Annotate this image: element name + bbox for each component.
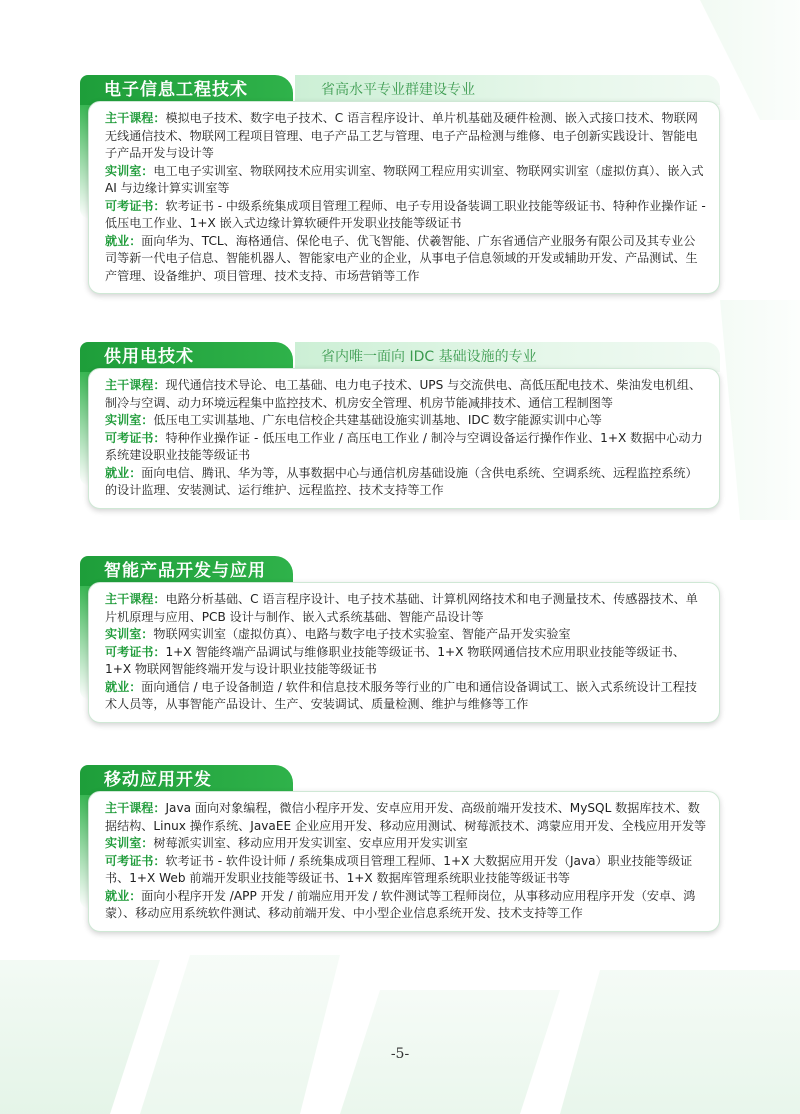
section-title: 智能产品开发与应用	[80, 556, 293, 586]
row-text: 特种作业操作证 - 低压电工作业 / 高压电工作业 / 制冷与空调设备运行操作作业、1+X 数据中心动力系统建设职业技能等级证书	[105, 430, 703, 462]
row-labs	[105, 412, 707, 430]
row-text: 电工电子实训室、物联网技术应用实训室、物联网工程应用实训室、物联网实训室（虚拟仿真）、嵌入式 AI 与边缘计算实训室等	[105, 163, 704, 195]
section-card	[88, 101, 720, 294]
row-courses	[105, 591, 707, 626]
row-label: 实训室：	[105, 627, 154, 641]
section-smart-product	[80, 556, 720, 736]
section-title: 移动应用开发	[80, 765, 293, 795]
row-text: 面向华为、TCL、海格通信、保伦电子、优飞智能、伏羲智能、广东省通信产业服务有限公司及其专业公司等新一代电子信息、智能机器人、智能家电产业的企业，从事电子信息领域的开发或辅助开发、产品测试、生产管理、设备维护、项目管理、技术支持、市场营销等工作	[105, 233, 698, 283]
row-label: 就业：	[105, 679, 142, 694]
row-label: 主干课程：	[105, 801, 166, 815]
row-text: 面向通信 / 电子设备制造 / 软件和信息技术服务等行业的广电和通信设备调试工、嵌入式系统设计工程技术人员等，从事智能产品设计、生产、安装调试、质量检测、维护与维修等工作	[105, 679, 697, 711]
row-text: 软考证书 - 软件设计师 / 系统集成项目管理工程师、1+X 大数据应用开发（Java）职业技能等级证书、1+X Web 前端开发职业技能等级证书、1+X 数据库管理系统职业技能等级证书等	[105, 853, 693, 885]
row-label: 可考证书：	[105, 430, 166, 445]
row-certs	[105, 430, 707, 465]
row-text: 现代通信技术导论、电工基础、电力电子技术、UPS 与交流供电、高低压配电技术、柴油发电机组、制冷与空调、动力环境远程集中监控技术、机房安全管理、机房节能减排技术、通信工程制图等	[105, 378, 702, 410]
row-labs	[105, 626, 707, 644]
row-label: 实训室：	[105, 163, 154, 178]
row-label: 主干课程：	[105, 378, 166, 392]
row-jobs	[105, 233, 707, 286]
row-jobs	[105, 465, 707, 500]
row-labs	[105, 163, 707, 198]
row-label: 可考证书：	[105, 644, 166, 659]
row-text: 软考证书 - 中级系统集成项目管理工程师、电子专用设备装调工职业技能等级证书、特种作业操作证 - 低压电工作业、1+X 嵌入式边缘计算软硬件开发职业技能等级证书	[105, 198, 706, 230]
row-courses	[105, 377, 707, 412]
row-label: 实训室：	[105, 413, 154, 427]
row-jobs	[105, 679, 707, 714]
row-label: 实训室：	[105, 836, 154, 850]
row-jobs	[105, 888, 707, 923]
section-title: 电子信息工程技术	[80, 75, 293, 105]
row-label: 就业：	[105, 888, 142, 903]
row-courses	[105, 110, 707, 163]
row-text: 树莓派实训室、移动应用开发实训室、安卓应用开发实训室	[153, 836, 468, 850]
row-courses	[105, 800, 707, 835]
row-labs	[105, 835, 707, 853]
row-text: 面向小程序开发 /APP 开发 / 前端应用开发 / 软件测试等工程师岗位，从事移动应用程序开发（安卓、鸿蒙）、移动应用系统软件测试、移动前端开发、中小型企业信息系统开发、技术支持等工作	[105, 888, 696, 920]
section-subtitle: 省高水平专业群建设专业	[295, 75, 720, 105]
section-card	[88, 368, 720, 509]
section-electronic-info	[80, 75, 720, 300]
row-text: 面向电信、腾讯、华为等，从事数据中心与通信机房基础设施（含供电系统、空调系统、远程监控系统）的设计监理、安装测试、运行维护、远程监控、技术支持等工作	[105, 465, 698, 497]
row-label: 就业：	[105, 465, 142, 480]
row-label: 可考证书：	[105, 853, 166, 868]
row-text: 模拟电子技术、数字电子技术、C 语言程序设计、单片机基础及硬件检测、嵌入式接口技术、物联网无线通信技术、物联网工程项目管理、电子产品工艺与管理、电子产品检测与维修、电子创新实践设计、智能电子产品开发与设计等	[105, 111, 698, 160]
row-label: 可考证书：	[105, 198, 166, 213]
row-label: 主干课程：	[105, 111, 166, 125]
row-text: 物联网实训室（虚拟仿真）、电路与数字电子技术实验室、智能产品开发实验室	[153, 627, 571, 641]
row-label: 主干课程：	[105, 592, 166, 606]
section-card	[88, 791, 720, 932]
section-card	[88, 582, 720, 723]
section-title: 供用电技术	[80, 342, 293, 372]
row-text: 1+X 智能终端产品调试与维修职业技能等级证书、1+X 物联网通信技术应用职业技能等级证书、1+X 物联网智能终端开发与设计职业技能等级证书	[105, 644, 685, 676]
row-certs	[105, 644, 707, 679]
row-text: 电路分析基础、C 语言程序设计、电子技术基础、计算机网络技术和电子测量技术、传感器技术、单片机原理与应用、PCB 设计与制作、嵌入式系统基础、智能产品设计等	[105, 592, 698, 624]
row-text: 低压电工实训基地、广东电信校企共建基础设施实训基地、IDC 数字能源实训中心等	[153, 413, 602, 427]
row-text: Java 面向对象编程，微信小程序开发、安卓应用开发、高级前端开发技术、MySQL 数据库技术、数据结构、Linux 操作系统、JavaEE 企业应用开发、移动应用测试、树莓派技术、鸿蒙应用开发、全栈应用开发等	[105, 801, 707, 833]
section-power-supply	[80, 342, 720, 522]
row-certs	[105, 198, 707, 233]
row-certs	[105, 853, 707, 888]
section-mobile-app	[80, 765, 720, 965]
row-label: 就业：	[105, 233, 142, 248]
page-number: -5-	[390, 1046, 410, 1062]
section-subtitle: 省内唯一面向 IDC 基础设施的专业	[295, 342, 720, 372]
